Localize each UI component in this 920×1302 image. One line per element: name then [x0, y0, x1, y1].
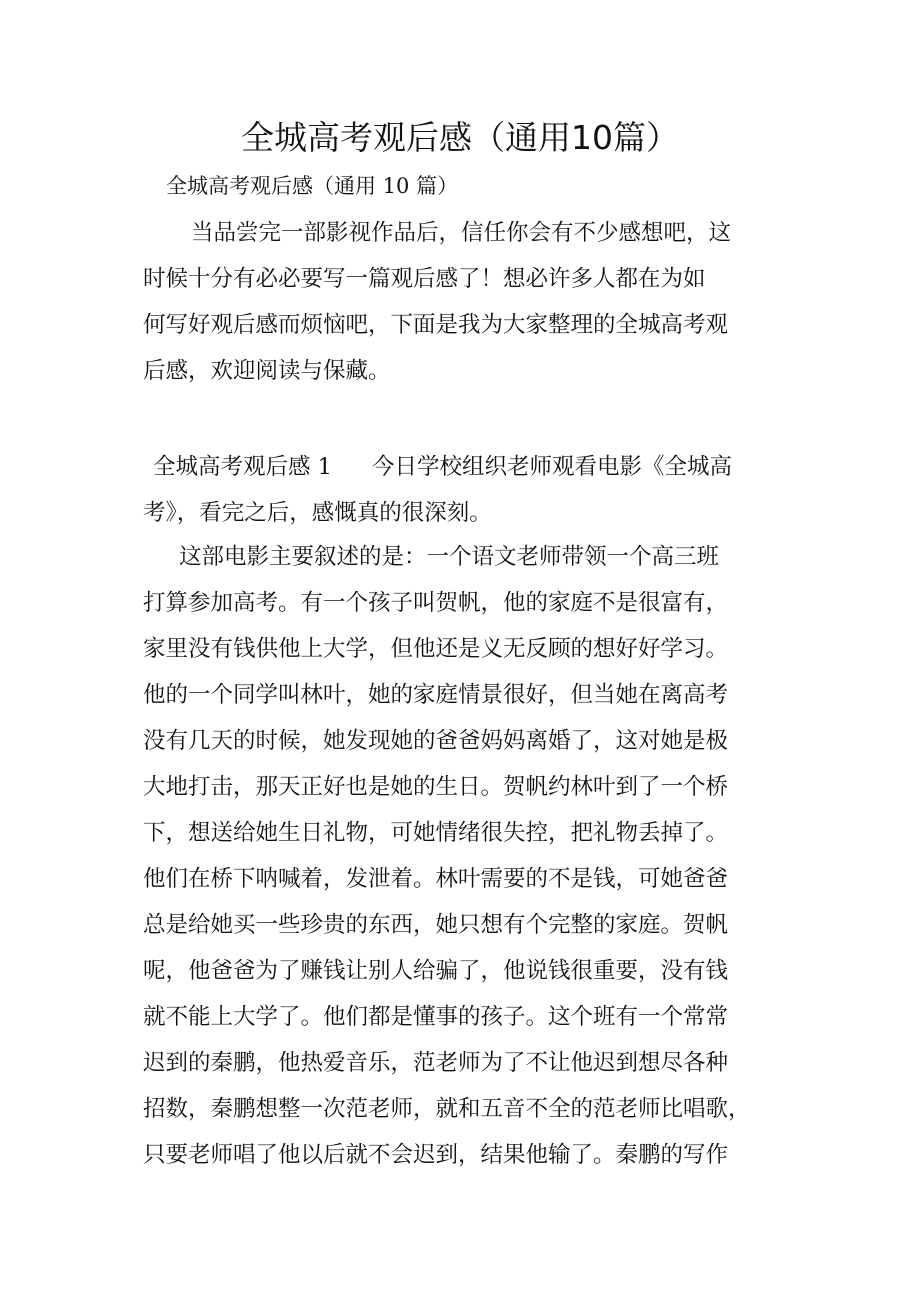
body-paragraph [143, 534, 783, 1178]
body-line: 迟到的秦鹏，他热爱音乐，范老师为了不让他迟到想尽各种 [143, 1050, 729, 1076]
intro-paragraph [143, 210, 783, 394]
body-line: 他们在桥下呐喊着，发泄着。林叶需要的不是钱，可她爸爸 [143, 866, 729, 892]
body-line: 呢，他爸爸为了赚钱让别人给骗了，他说钱很重要，没有钱 [143, 958, 729, 984]
body-line: 招数，秦鹏想整一次范老师，就和五音不全的范老师比唱歌， [143, 1096, 751, 1122]
body-line: 大地打击，那天正好也是她的生日。贺帆约林叶到了一个桥 [143, 774, 729, 800]
document-subtitle: 全城高考观后感（通用 10 篇） [166, 174, 459, 198]
body-line: 他的一个同学叫林叶，她的家庭情景很好，但当她在离高考 [143, 682, 729, 708]
body-line: 总是给她买一些珍贵的东西，她只想有个完整的家庭。贺帆 [143, 912, 729, 938]
intro-line: 当品尝完一部影视作品后，信任你会有不少感想吧，这 [191, 220, 732, 246]
essay-opening-line [143, 444, 783, 490]
body-line: 没有几天的时候，她发现她的爸爸妈妈离婚了，这对她是极 [143, 728, 729, 754]
body-line: 就不能上大学了。他们都是懂事的孩子。这个班有一个常常 [143, 1004, 729, 1030]
essay-first-line: 今日学校组织老师观看电影《全城高 [371, 454, 732, 480]
body-line: 这部电影主要叙述的是：一个语文老师带领一个高三班 [179, 544, 720, 570]
essay-heading: 全城高考观后感 1 [153, 454, 332, 480]
intro-line: 后感，欢迎阅读与保藏。 [143, 358, 391, 384]
body-line: 只要老师唱了他以后就不会迟到，结果他输了。秦鹏的写作 [143, 1142, 729, 1168]
intro-line: 时候十分有必必要写一篇观后感了！想必许多人都在为如 [143, 266, 706, 292]
essay-second-line: 考》，看完之后，感慨真的很深刻。 [143, 500, 492, 526]
essay-opening-paragraph [143, 444, 783, 536]
body-line: 家里没有钱供他上大学，但他还是义无反顾的想好好学习。 [143, 636, 729, 662]
body-line: 打算参加高考。有一个孩子叫贺帆，他的家庭不是很富有， [143, 590, 729, 616]
intro-line: 何写好观后感而烦恼吧，下面是我为大家整理的全城高考观 [143, 312, 729, 338]
body-line: 下，想送给她生日礼物，可她情绪很失控，把礼物丢掉了。 [143, 820, 729, 846]
document-title: 全城高考观后感（通用10篇） [241, 118, 679, 157]
